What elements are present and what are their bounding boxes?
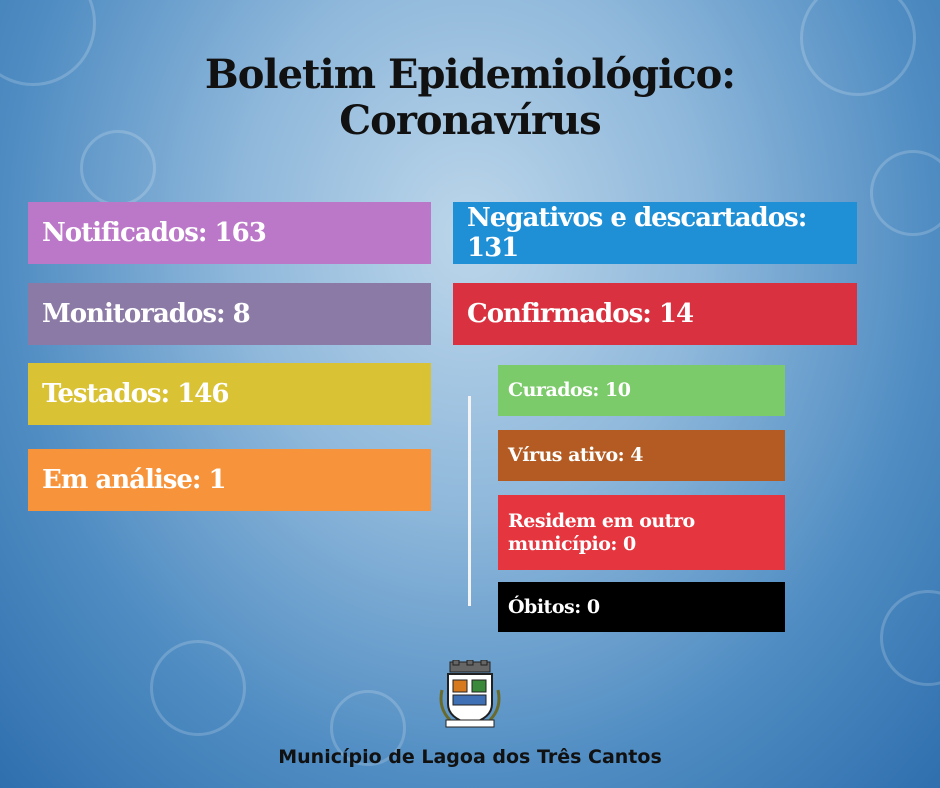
virus-decoration-icon <box>870 150 940 236</box>
monitorados-box <box>28 283 431 345</box>
obitos-label: Óbitos: 0 <box>508 595 600 618</box>
municipal-coat-of-arms-icon <box>436 660 504 730</box>
residem-box <box>498 495 785 570</box>
negativos-label: Negativos e descartados: 131 <box>467 203 807 263</box>
residem-label: Residem em outro município: 0 <box>508 509 695 555</box>
virus-decoration-icon <box>880 590 940 686</box>
sub-divider <box>468 396 471 606</box>
testados-label: Testados: 146 <box>42 379 229 409</box>
virus-ativo-box <box>498 430 785 481</box>
page-title <box>0 52 940 144</box>
title-line-2: Coronavírus <box>339 97 601 144</box>
virus-ativo-label: Vírus ativo: 4 <box>508 444 643 466</box>
obitos-box <box>498 582 785 632</box>
footer-municipality: Município de Lagoa dos Três Cantos <box>278 746 662 768</box>
confirmados-box <box>453 283 857 345</box>
curados-label: Curados: 10 <box>508 379 631 401</box>
em-analise-label: Em análise: 1 <box>42 465 226 495</box>
virus-decoration-icon <box>150 640 246 736</box>
monitorados-label: Monitorados: 8 <box>42 299 250 329</box>
title-line-1: Boletim Epidemiológico: <box>204 51 736 98</box>
confirmados-label: Confirmados: 14 <box>467 299 694 329</box>
curados-box <box>498 365 785 416</box>
em-analise-box <box>28 449 431 511</box>
notificados-box <box>28 202 431 264</box>
notificados-label: Notificados: 163 <box>42 218 266 248</box>
testados-box <box>28 363 431 425</box>
negativos-box <box>453 202 857 264</box>
